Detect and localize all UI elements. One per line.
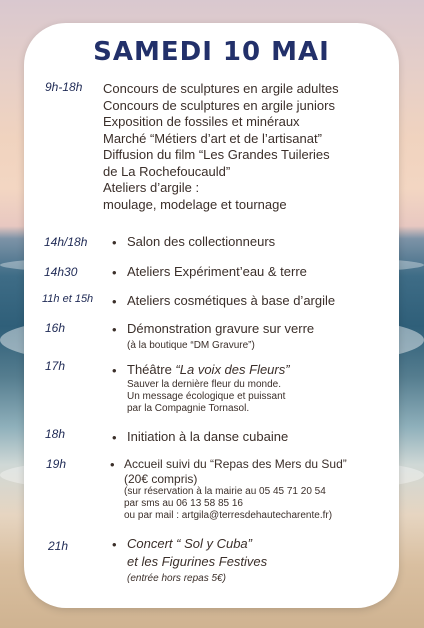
event-label: Ateliers Expériment’eau & terre (127, 264, 307, 279)
event-time: 9h-18h (45, 80, 83, 94)
event-label: Accueil suivi du “Repas des Mers du Sud” (124, 457, 347, 471)
event-line: Ateliers d’argile : (103, 180, 200, 195)
event-note: (entrée hors repas 5€) (127, 573, 226, 584)
event-label: Salon des collectionneurs (127, 234, 276, 249)
event-note: Sauver la dernière fleur du monde. (127, 379, 281, 390)
event-label-secondary: et les Figurines Festives (127, 554, 268, 569)
event-label (127, 362, 290, 379)
event-time: 16h (45, 321, 66, 335)
event-label: Initiation à la danse cubaine (127, 429, 289, 444)
event-line: Exposition de fossiles et minéraux (103, 114, 300, 129)
bullet-icon: • (112, 235, 117, 250)
event-note: par sms au 06 13 58 85 16 (124, 498, 243, 509)
bullet-icon: • (112, 294, 117, 309)
event-line: Concours de sculptures en argile adultes (103, 81, 339, 96)
bullet-icon: • (112, 363, 117, 378)
event-label-title: “La voix des Fleurs” (175, 362, 290, 377)
event-label: Démonstration gravure sur verre (127, 321, 315, 336)
event-time: 19h (46, 457, 67, 471)
event-line: Marché “Métiers d’art et de l’artisanat” (103, 130, 322, 146)
event-note: (sur réservation à la mairie au 05 45 71 20 54 (124, 486, 326, 497)
bullet-icon: • (112, 322, 117, 337)
event-time: 14h30 (44, 265, 78, 279)
bullet-icon: • (110, 457, 115, 472)
event-line: Concours de sculptures en argile juniors (103, 97, 335, 113)
event-label: Ateliers cosmétiques à base d’argile (127, 293, 336, 308)
event-notes (124, 486, 332, 522)
event-time: 18h (45, 427, 66, 441)
event-line: Diffusion du film “Les Grandes Tuileries (103, 147, 330, 162)
event-note: Un message écologique et puissant (127, 391, 286, 402)
event-note: ou par mail : artgila@terresdehautecharente.fr) (124, 510, 333, 521)
event-line: de La Rochefoucauld” (103, 163, 231, 179)
event-label-prefix: Théâtre (127, 362, 176, 377)
event-time: 11h et 15h (42, 293, 94, 305)
event-line: moulage, modelage et tournage (103, 196, 287, 212)
bullet-icon: • (112, 430, 117, 445)
event-time: 14h/18h (44, 235, 88, 249)
event-note: par la Compagnie Tornasol. (127, 403, 250, 414)
event-time: 17h (45, 359, 66, 373)
event-price: (20€ compris) (124, 472, 198, 486)
bullet-icon: • (112, 537, 117, 552)
event-notes (127, 379, 285, 415)
event-description (103, 81, 339, 213)
bullet-icon: • (112, 265, 117, 280)
event-note: (à la boutique “DM Gravure”) (127, 340, 255, 351)
event-time: 21h (48, 539, 69, 553)
event-label: Concert “ Sol y Cuba” (127, 536, 252, 551)
program-card (24, 23, 399, 608)
page-title: SAMEDI 10 MAI (93, 37, 330, 67)
